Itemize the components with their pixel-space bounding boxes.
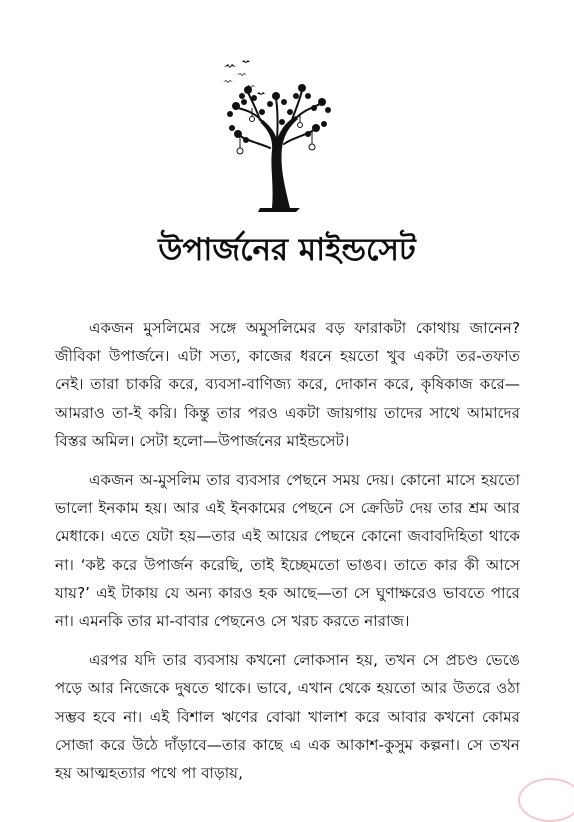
paragraph-3: এরপর যদি তার ব্যবসায় কখনো লোকসান হয়, তখন সে প্রচণ্ড ভেঙে পড়ে আর নিজেকে দুষতে থাকে। ভাবে, এখান থেকে হয়তো আর উতরে ওঠা সম্ভব হবে না। এই বিশাল ঋণের বোঝা খালাশ করে আবার কখনো কোমর সোজা করে উঠে দাঁড়াবে—তার কাছে এ এক আকাশ-কুসুম কল্পনা। সে তখন হয় আত্মহত্যার পথে পা বাড়ায়,: [55, 651, 520, 783]
paragraph-1: একজন মুসলিমের সঙ্গে অমুসলিমের বড় ফারাকটা কোথায় জানেন? জীবিকা উপার্জনে। এটা সত্য, কাজের ধরনে হয়তো খুব একটা তর-তফাত নেই। তারা চাকরি করে, ব্যবসা-বাণিজ্য করে, দোকান করে, কৃষিকাজ করে—আমরাও তা-ই করি। কিন্তু তার পরও একটা জায়গায় তাদের সাথে আমাদের বিস্তর অমিল। সেটা হলো—উপার্জনের মাইন্ডসেট।: [55, 319, 520, 450]
chapter-title: উপার্জনের মাইন্ডসেট: [158, 232, 416, 268]
chapter-body: [55, 314, 520, 798]
tree-with-birds-illustration: [200, 58, 350, 218]
paragraph-2: একজন অ-মুসলিম তার ব্যবসার পেছনে সময় দেয়। কোনো মাসে হয়তো ভালো ইনকাম হয়। আর এই ইনকামের পেছনে সে ক্রেডিট দেয় তার শ্রম আর মেধাকে। এতে যেটা হয়—তার এই আয়ের পেছনে কোনো জবাবদিহিতা থাকে না। ‘কষ্ট করে উপার্জন করেছি, তাই ইচ্ছেমতো ভাঙব। তাতে কার কী আসে যায়?’ এই টাকায় যে অন্য কারও হক আছে—তা সে ঘুণাক্ষরেও ভাবতে পারে না। এমনকি তার মা-বাবার পেছনেও সে খরচ করতে নারাজ।: [55, 471, 520, 631]
corner-decoration: [518, 778, 574, 822]
